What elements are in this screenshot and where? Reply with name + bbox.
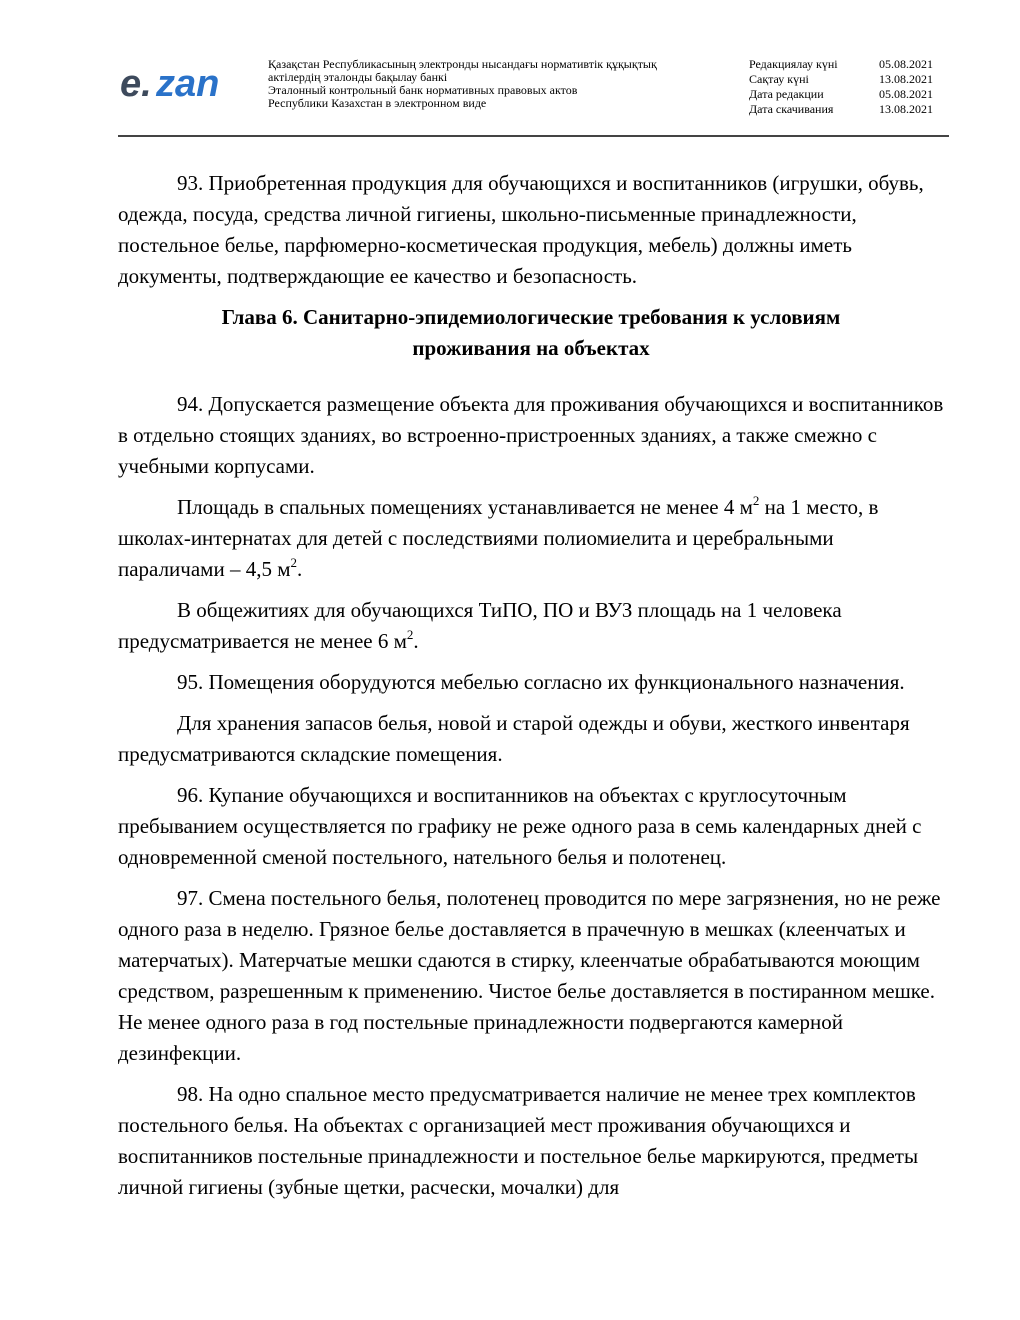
logo-text-accent: zan [156, 63, 220, 103]
document-dates [749, 57, 949, 117]
org-line: Республики Казахстан в электронном виде [268, 96, 487, 110]
paragraph-93: 93. Приобретенная продукция для обучающихся и воспитанников (игрушки, обувь, одежда, посуда, средства личной гигиены, школьно-письменные принадлежности, постельное белье, парфюмерно-косметическая продукция, мебель) должны иметь документы, подтверждающие ее качество и безопасность. [118, 171, 924, 288]
paragraph-sleeping-area [118, 492, 944, 585]
meta-row [749, 57, 949, 72]
chapter-title-line: Глава 6. Санитарно-эпидемиологические требования к условиям [221, 305, 841, 329]
chapter-heading [118, 302, 944, 364]
document-header [118, 55, 949, 137]
text-segment: . [296, 557, 303, 581]
text-segment: В общежитиях для обучающихся ТиПО, ПО и ВУЗ площадь на 1 человека предусматривается не менее 6 м [118, 598, 842, 653]
meta-value: 13.08.2021 [879, 72, 933, 86]
paragraph-dormitory-area [118, 595, 944, 657]
meta-row [749, 87, 949, 102]
text-segment: на 1 место, в школах-интернатах для детей с последствиями полиомиелита и церебральными параличами – 4,5 м [118, 495, 879, 581]
meta-label: Дата скачивания [749, 102, 834, 116]
paragraph-96: 96. Купание обучающихся и воспитанников на объектах с круглосуточным пребыванием осуществляется по графику не реже одного раза в семь календарных дней с одновременной сменой постельного, нательного белья и полотенец. [118, 783, 922, 869]
document-body [118, 168, 944, 1213]
paragraph-97: 97. Смена постельного белья, полотенец проводится по мере загрязнения, но не реже одного раза в неделю. Грязное белье доставляется в прачечную в мешках (клеенчатых и матерчатых). Матерчатые мешки сдаются в стирку, клеенчатые обрабатываются моющим средством, разрешенным к применению. Чистое белье доставляется в постиранном мешке. Не менее одного раза в год постельные принадлежности подвергаются камерной дезинфекции. [118, 886, 941, 1065]
meta-row [749, 72, 949, 87]
paragraph-storage: Для хранения запасов белья, новой и старой одежды и обуви, жесткого инвентаря предусматриваются складские помещения. [118, 711, 910, 766]
superscript: 2 [406, 627, 414, 642]
meta-row [749, 102, 949, 117]
superscript: 2 [752, 493, 760, 508]
org-line: Эталонный контрольный банк нормативных правовых актов [268, 83, 578, 97]
organization-name [268, 58, 728, 110]
paragraph-95: 95. Помещения оборудуются мебелью согласно их функционального назначения. [177, 670, 905, 694]
org-line: актілердің эталонды бақылау банкі [268, 70, 448, 84]
text-segment: Площадь в спальных помещениях устанавливается не менее 4 м [177, 495, 753, 519]
superscript: 2 [290, 555, 297, 570]
chapter-title-line: проживания на объектах [412, 336, 650, 360]
meta-label: Сақтау күні [749, 72, 809, 86]
meta-label: Редакциялау күні [749, 57, 838, 71]
meta-label: Дата редакции [749, 87, 824, 101]
meta-value: 13.08.2021 [879, 102, 933, 116]
ezan-logo [120, 63, 240, 103]
meta-value: 05.08.2021 [879, 87, 933, 101]
org-line: Қазақстан Республикасының электронды нысандағы нормативтік құқықтық [268, 57, 657, 71]
paragraph-98: 98. На одно спальное место предусматривается наличие не менее трех комплектов постельного белья. На объектах с организацией мест проживания обучающихся и воспитанников постельные принадлежности и постельное белье маркируются, предметы личной гигиены (зубные щетки, расчески, мочалки) для [118, 1082, 919, 1199]
paragraph-94: 94. Допускается размещение объекта для проживания обучающихся и воспитанников в отдельно стоящих зданиях, во встроенно-пристроенных зданиях, а также смежно с учебными корпусами. [118, 392, 944, 478]
logo-text-dark: e. [120, 63, 152, 103]
text-segment: . [413, 629, 419, 653]
meta-value: 05.08.2021 [879, 57, 933, 71]
